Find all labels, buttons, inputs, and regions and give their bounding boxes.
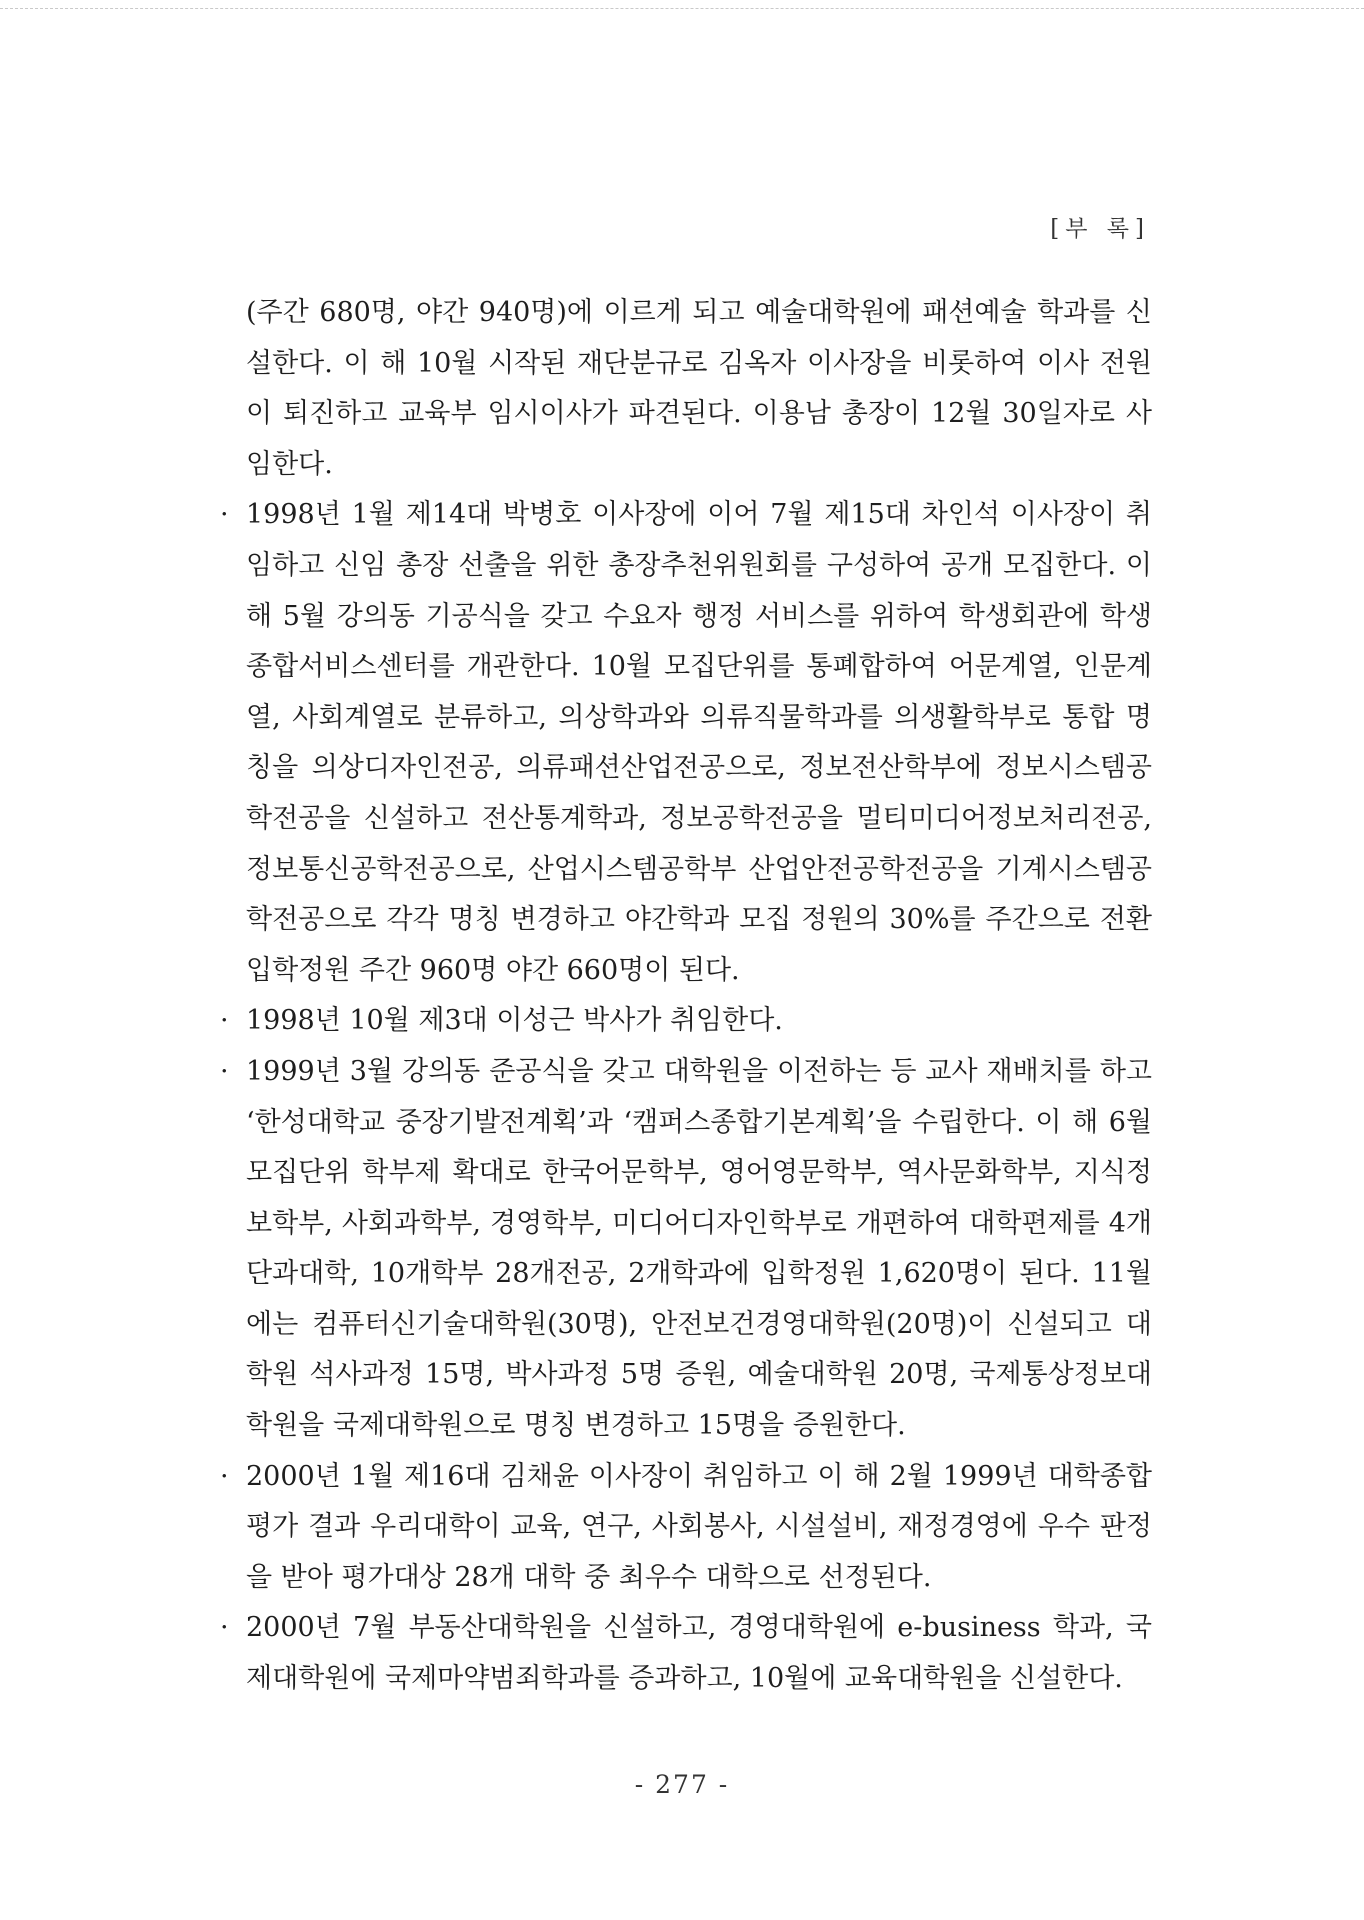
bullet-mark: · <box>220 1005 229 1037</box>
bullet-mark: · <box>220 1055 229 1087</box>
list-item <box>212 490 1152 996</box>
list-item <box>212 1047 1152 1452</box>
paragraph-text: 2000년 7월 부동산대학원을 신설하고, 경영대학원에 e-business 학과, 국제대학원에 국제마약범죄학과를 증과하고, 10월에 교육대학원을 신설한다. <box>246 1612 1152 1695</box>
bullet-mark: · <box>220 499 229 531</box>
body-text <box>212 288 1152 1705</box>
paragraph-text: 1998년 10월 제3대 이성근 박사가 취임한다. <box>246 1005 783 1037</box>
paragraph-text: (주간 680명, 야간 940명)에 이르게 되고 예술대학원에 패션예술 학과를 신설한다. 이 해 10월 시작된 재단분규로 김옥자 이사장을 비롯하여 이사 전원이 퇴진하고 교육부 임시이사가 파견된다. 이용남 총장이 12월 30일자로 사임한다. <box>246 297 1152 480</box>
list-item <box>212 1603 1152 1704</box>
list-item <box>212 996 1152 1047</box>
paragraph-text: 1998년 1월 제14대 박병호 이사장에 이어 7월 제15대 차인석 이사장이 취임하고 신임 총장 선출을 위한 총장추천위원회를 구성하여 공개 모집한다. 이 해 5월 강의동 기공식을 갖고 수요자 행정 서비스를 위하여 학생회관에 학생종합서비스센터를 개관한다. 10월 모집단위를 통폐합하여 어문계열, 인문계열, 사회계열로 분류하고, 의상학과와 의류직물학과를 의생활학부로 통합 명칭을 의상디자인전공, 의류패션산업전공으로, 정보전산학부에 정보시스템공학전공을 신설하고 전산통계학과, 정보공학전공을 멀티미디어정보처리전공, 정보통신공학전공으로, 산업시스템공학부 산업안전공학전공을 기계시스템공학전공으로 각각 명칭 변경하고 야간학과 모집 정원의 30%를 주간으로 전환 입학정원 주간 960명 야간 660명이 된다. <box>246 499 1152 986</box>
paragraph-text: 2000년 1월 제16대 김채윤 이사장이 취임하고 이 해 2월 1999년 대학종합평가 결과 우리대학이 교육, 연구, 사회봉사, 시설설비, 재정경영에 우수 판정을 받아 평가대상 28개 대학 중 최우수 대학으로 선정된다. <box>246 1460 1152 1593</box>
bullet-mark: · <box>220 1612 229 1644</box>
scan-edge-line <box>0 8 1364 9</box>
bullet-mark: · <box>220 1460 229 1492</box>
continued-paragraph <box>212 288 1152 490</box>
page-number: - 277 - <box>634 1770 730 1799</box>
section-header: [부 록] <box>1050 216 1150 242</box>
paragraph-text: 1999년 3월 강의동 준공식을 갖고 대학원을 이전하는 등 교사 재배치를 하고 ‘한성대학교 중장기발전계획’과 ‘캠퍼스종합기본계획’을 수립한다. 이 해 6월 모집단위 학부제 확대로 한국어문학부, 영어영문학부, 역사문화학부, 지식정보학부, 사회과학부, 경영학부, 미디어디자인학부로 개편하여 대학편제를 4개 단과대학, 10개학부 28개전공, 2개학과에 입학정원 1,620명이 된다. 11월에는 컴퓨터신기술대학원(30명), 안전보건경영대학원(20명)이 신설되고 대학원 석사과정 15명, 박사과정 5명 증원, 예술대학원 20명, 국제통상정보대학원을 국제대학원으로 명칭 변경하고 15명을 증원한다. <box>246 1055 1152 1442</box>
list-item <box>212 1452 1152 1604</box>
